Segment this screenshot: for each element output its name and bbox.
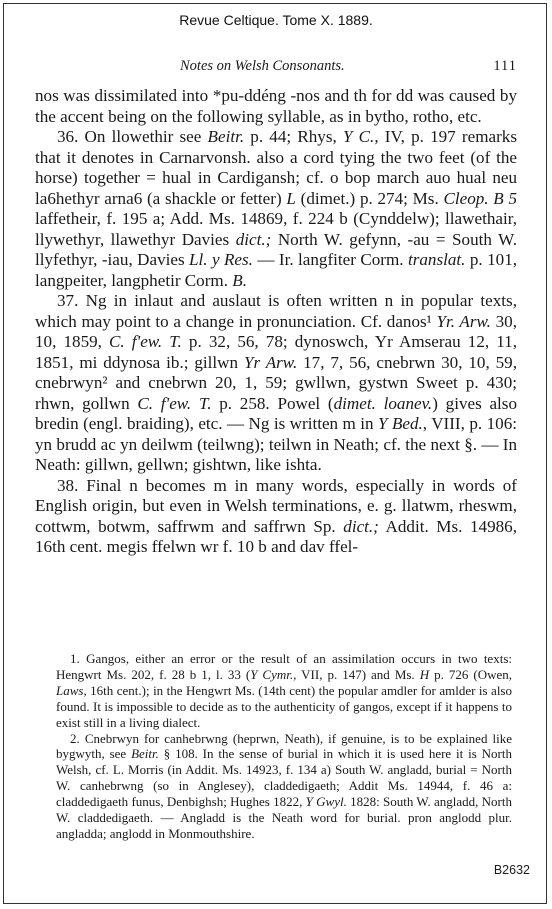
citation: L — [286, 188, 296, 208]
text-run: Addit. Ms. 14986, 16th cent. megis ffelwn wr f. 10 b and dav ffel- — [35, 516, 517, 556]
text-run: , VII, p. 147) and Ms. — [293, 666, 420, 682]
text-run: ) gives also bredin (engl. braiding), etc. — Ng is written m in — [35, 393, 518, 433]
text-run: (dimet.) p. 274; Ms. — [295, 188, 444, 208]
text-run: 36. On llowethir see — [57, 127, 208, 146]
citation: Yr Arw. — [243, 352, 298, 372]
text-run: 2. Cnebrwyn for canhebrwng (heprwn, Neath), if genuine, is to be explained like bygwyth, see — [56, 730, 512, 762]
citation: C. f'ew. T. — [137, 393, 212, 413]
citation: dimet. loanev. — [333, 393, 433, 413]
citation: Y Gwyl. — [305, 794, 347, 810]
citation: Y Cymr. — [250, 666, 294, 682]
citation: Yr. Arw. — [436, 311, 491, 331]
citation: Y C. — [342, 127, 375, 146]
text-run: , VIII, p. 106: yn brudd ac yn deilwm (teilwng); teilwn in Neath; cf. the next §. — In Neath: gillwn, gellwn; gishtwn, like ishta. — [35, 414, 517, 474]
text-run: p. 44; Rhys, — [244, 127, 343, 146]
text-run: — Ir. langfiter Corm. — [252, 250, 408, 269]
text-run: 16th cent.); in the Hengwrt Ms. (14th cent) the popular amdler for amlder is also found. It is impossible to decide as to the authenticity of gangos, except if it happens to exist still in a living dialect. — [56, 682, 512, 730]
text-run: p. 258. Powel ( — [211, 393, 334, 413]
text-run: p. 101, langpeiter, langphetir Corm. — [35, 250, 518, 290]
text-run: 30, 10, 1859, — [35, 311, 518, 351]
citation: Beitr. — [207, 127, 245, 146]
text-run: 38. Final n becomes m in many words, especially in words of English origin, but even in Welsh terminations, e. g. llatwm, rheswm, cottwm, botwm, saffrwm and saffrwn Sp. — [35, 475, 517, 536]
citation: Cleop. B 5 — [443, 188, 517, 208]
text-run: p. 32, 56, 78; dynoswch, Yr Amserau 12, 11, 1851, mi ddynosa ib.; gillwn — [35, 332, 517, 372]
citation: C. f'ew. T. — [109, 332, 182, 351]
text-run: North W. gefynn, -au = South W. llyfethyr, -iau, Davies — [35, 229, 517, 269]
citation: dict.; — [343, 516, 379, 536]
archive-code: B2632 — [493, 863, 530, 877]
main-text — [35, 86, 517, 558]
running-head — [100, 58, 517, 78]
citation: translat. — [407, 250, 466, 269]
text-run: 1. Gangos, either an error or the result of an assimilation occurs in two texts: Hengwrt Ms. 202, f. 28 b 1, l. 33 ( — [56, 651, 512, 682]
citation: dict.; — [235, 229, 272, 249]
citation: Laws, — [56, 682, 87, 698]
text-run: § 108. In the sense of burial in which it is used here it is North Welsh, cf. L. Morris (in Addit. Ms. 14923, f. 134 a) South W. angladd, burial = North W. canhebrwng (so in Anglesey), claddedigaeth; Addit Ms. 14944, f. 46 a: claddedigaeth funus, Denbighsh; Hughes 1822, — [56, 746, 512, 810]
paragraph-36 — [35, 127, 517, 291]
paragraph-continued: nos was dissimilated into *pu-ddéng -nos and th for dd was caused by the accent being on the following syllable, as in bytho, rotho, etc. — [35, 86, 517, 126]
citation: B. — [232, 270, 247, 290]
citation: Ll. y Res. — [189, 250, 253, 269]
page-number: 111 — [493, 58, 517, 74]
text-run: laffetheir, f. 195 a; Add. Ms. 14869, f. 224 b (Cynddelw); llawethair, llywethyr, llawethyr Davies — [35, 209, 517, 249]
citation: Beitr. — [131, 746, 159, 762]
footnotes — [56, 651, 512, 842]
citation: Y Bed. — [378, 414, 423, 433]
text-run: 37. Ng in inlaut and auslaut is often written n in popular texts, which may point to a change in pronunciation. Cf. danos¹ — [35, 291, 517, 331]
journal-caption: Revue Celtique. Tome X. 1889. — [179, 12, 373, 28]
footnote-2 — [56, 731, 512, 842]
text-run: p. 726 (Owen, — [429, 666, 512, 682]
text-run: , IV, p. 197 remarks that it denotes in Carnarvonsh. also a cord tying the two feet (of the horse) together = hual in Cardigansh; cf. o bop march auo hual neu la6hethyr arna6 (a shackle or fetter) — [35, 127, 517, 208]
footnote-1 — [56, 651, 512, 731]
paragraph-37 — [35, 291, 517, 476]
citation: H — [419, 666, 430, 682]
text-run: 1828: South W. angladd, North W. claddedigaeth. — Angladd is the Neath word for burial. pron anglodd plur. angladda; anglodd in Monmouthshire. — [56, 794, 512, 841]
text-run: 17, 7, 56, cnebrwn 30, 10, 59, cnebrwyn² and cnebrwn 20, 1, 59; gwllwn, gystwn Sweet p. 430; rhwn, gollwn — [35, 352, 517, 413]
running-title: Notes on Welsh Consonants. — [180, 58, 345, 74]
paragraph-38 — [35, 476, 517, 558]
